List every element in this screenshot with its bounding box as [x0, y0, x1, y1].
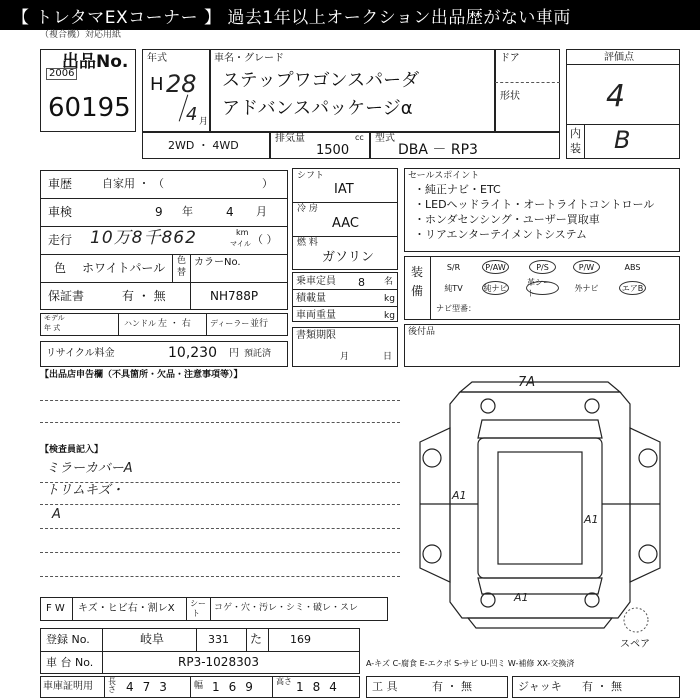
dealer-label: ディーラー: [210, 319, 250, 328]
displacement-unit: cc: [355, 133, 364, 142]
mileage-label: 走行: [48, 233, 73, 247]
interior-label-2: 装: [570, 142, 581, 155]
model-name: ステップワゴンスパーダ: [222, 70, 420, 91]
registration-label: 登録 No.: [46, 633, 90, 646]
aircon-value: AAC: [332, 216, 359, 231]
capacity-unit: 名: [384, 277, 394, 287]
car-damage-diagram: [408, 372, 680, 634]
year-month: 4: [186, 104, 198, 125]
cert-wid-label: 幅: [194, 681, 204, 691]
model-year-label-1: モデル: [44, 314, 65, 322]
color-change-1: 色: [177, 256, 187, 266]
seat-label-2: ト: [192, 609, 200, 618]
lot-sub: 2006: [46, 68, 77, 80]
year-value: 28: [166, 70, 197, 98]
inspection-year-unit: 年: [182, 205, 193, 218]
chassis-value: RP3-1028303: [178, 655, 259, 669]
floor-value: キズ・ヒビ右・割レX: [78, 603, 175, 614]
equipment-power-steering: P/S: [529, 260, 556, 274]
tools-value: 有 ・ 無: [432, 680, 472, 693]
colorno-value: NH788P: [210, 289, 259, 303]
top-note: （複合機）対応用紙: [40, 30, 122, 40]
equipment-aftermarket-navi: 外ナビ: [574, 283, 599, 293]
type-label: 型式: [375, 133, 395, 144]
model-label: 車名・グレード: [214, 53, 284, 64]
inspector-note: A: [52, 507, 61, 522]
mileage-paren: （ ）: [252, 233, 278, 246]
fuel-value: ガソリン: [322, 250, 375, 265]
lot-label: 出品No.: [62, 52, 129, 72]
aircon-label: 冷 房: [297, 204, 318, 214]
sales-point: ・LEDヘッドライト・オートライトコントロール: [414, 198, 655, 211]
cert-label: 車庫証明用: [43, 681, 93, 692]
sales-point: ・リアエンターテイメントシステム: [414, 228, 588, 241]
recycle-note: 預託済: [244, 349, 272, 359]
year-month-unit: 月: [199, 117, 209, 127]
cert-len: 473: [126, 680, 176, 694]
banner: 【 トレタマEXコーナー 】 過去1年以上オークション出品歴がない車両: [0, 0, 700, 30]
equipment-genuine-navi: 純ナビ: [482, 281, 509, 295]
recycle-value: 10,230: [168, 345, 217, 361]
mileage-value: 10万8千862: [90, 228, 197, 248]
shift-value: IAT: [334, 182, 354, 197]
after-parts-box: [404, 324, 680, 367]
diagram-mark: A1: [452, 489, 467, 502]
deadline-day-unit: 日: [383, 352, 393, 362]
history-close: ）: [262, 177, 273, 190]
diagram-mark: A1: [514, 591, 529, 604]
interior-label-1: 内: [570, 127, 581, 140]
color-value: ホワイトパール: [82, 261, 166, 275]
spare-label: スペア: [620, 639, 650, 650]
recycle-label: リサイクル料金: [46, 348, 115, 359]
capacity-value: 8: [358, 276, 365, 289]
inspection-month-unit: 月: [256, 205, 267, 218]
tools-label: 工 具: [372, 680, 398, 693]
equipment-leather-seat: 革シート: [526, 281, 559, 295]
seller-notes-label: 【出品店申告欄（不具箇所・欠品・注意事項等）】: [40, 370, 243, 380]
displacement-label: 排気量: [275, 133, 305, 144]
equipment-sunroof: S/R: [446, 262, 461, 272]
deadline-label: 書類期限: [296, 330, 336, 341]
cert-hgt: 184: [296, 680, 346, 694]
color-change-2: 替: [177, 268, 187, 278]
shift-label: シフト: [297, 171, 325, 181]
load-unit: kg: [384, 294, 395, 304]
cert-len-label: 長さ: [108, 677, 116, 694]
damage-legend: A-キズ C-腐食 E-エクボ S-サビ U-凹ミ W-補修 XX-交換済: [366, 659, 575, 668]
warranty-label: 保証書: [48, 289, 85, 303]
inspector-label: 【検査員記入】: [40, 445, 104, 455]
sales-point: ・ホンダセンシング・ユーザー買取車: [414, 213, 600, 226]
dealer-value: 並行: [250, 319, 269, 329]
inspection-month: 4: [226, 205, 234, 219]
load-label: 積載量: [296, 293, 326, 304]
score-label: 評価点: [604, 52, 634, 63]
history-label: 車歴: [48, 177, 73, 191]
inspector-note: ミラーカバーA: [46, 461, 133, 476]
cert-hgt-label: 高さ: [276, 677, 292, 686]
history-value: 自家用 ・ （: [102, 177, 164, 190]
equipment-airbag: エアB: [619, 281, 646, 295]
drive-value: 2WD ・ 4WD: [168, 139, 239, 152]
equipment-alloy-wheel: P/AW: [482, 260, 509, 274]
handle-label: ハンドル: [124, 319, 156, 328]
equipment-label-2: 備: [411, 284, 424, 298]
weight-label: 車両重量: [296, 310, 336, 321]
door-label: ドア: [500, 53, 520, 64]
jack-label: ジャッキ: [518, 680, 562, 693]
registration-class: 331: [208, 633, 229, 646]
model-grade: アドバンスパッケージα: [222, 98, 413, 119]
displacement-value: 1500: [316, 143, 350, 158]
registration-kana: た: [250, 632, 263, 646]
year-era: H: [150, 74, 164, 95]
inspection-year: 9: [155, 205, 163, 219]
warranty-value: 有 ・ 無: [122, 289, 166, 303]
inspector-note: トリムキズ・: [46, 483, 124, 498]
deadline-month-unit: 月: [340, 352, 350, 362]
cert-wid: 169: [212, 680, 262, 694]
score-value: 4: [606, 79, 626, 114]
equipment-abs: ABS: [624, 262, 641, 272]
mileage-unit-km: km: [236, 228, 249, 237]
jack-value: 有 ・ 無: [582, 680, 622, 693]
chassis-label: 車 台 No.: [46, 656, 94, 669]
equipment-power-window: P/W: [573, 260, 600, 274]
sales-point: ・純正ナビ・ETC: [414, 183, 501, 196]
after-parts-label: 後付品: [408, 327, 436, 337]
equipment-navi-label: ナビ型番：: [436, 304, 476, 313]
handle-value: 左 ・ 右: [158, 319, 191, 329]
model-year-label-2: 年 式: [44, 324, 61, 332]
recycle-unit: 円: [229, 348, 239, 359]
seat-label-1: シー: [190, 599, 206, 608]
equipment-label-1: 装: [411, 265, 424, 279]
color-label: 色: [54, 261, 67, 275]
inspection-label: 車検: [48, 205, 73, 219]
colorno-label: カラーNo.: [194, 257, 241, 268]
interior-value: B: [614, 126, 631, 154]
mileage-unit-mile: マイル: [230, 240, 251, 248]
type-value: DBA － RP3: [398, 142, 478, 158]
shape-label: 形状: [500, 91, 520, 102]
lot-number: 60195: [48, 93, 131, 123]
registration-region: 岐阜: [140, 632, 165, 646]
year-label: 年式: [147, 53, 167, 64]
registration-number: 169: [290, 633, 311, 646]
sales-label: セールスポイント: [408, 171, 480, 181]
weight-unit: kg: [384, 311, 395, 321]
diagram-mark: A1: [584, 513, 599, 526]
equipment-genuine-tv: 純TV: [444, 283, 463, 293]
capacity-label: 乗車定員: [296, 276, 336, 287]
diagram-front-mark: 7A: [518, 375, 536, 390]
fuel-label: 燃 料: [297, 238, 318, 248]
seat-value: コゲ・穴・汚レ・シミ・破レ・スレ: [214, 603, 359, 613]
floor-label: F W: [46, 603, 65, 614]
